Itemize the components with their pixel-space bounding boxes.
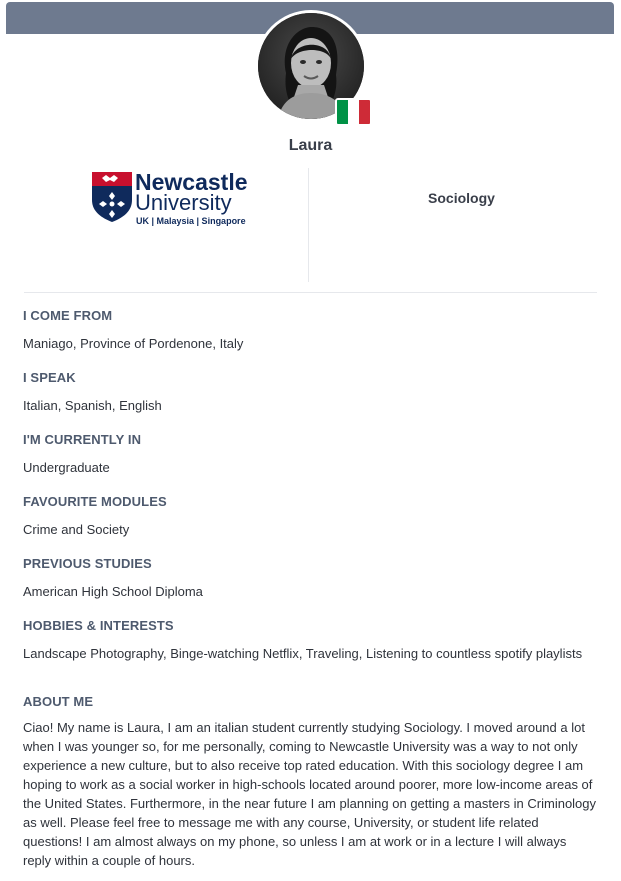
section-value: American High School Diploma bbox=[23, 584, 203, 599]
italy-flag-icon bbox=[335, 98, 372, 126]
svg-text:Newcastle: Newcastle bbox=[135, 169, 248, 195]
section-currently-in bbox=[23, 432, 598, 477]
section-label: I SPEAK bbox=[23, 370, 76, 385]
section-hobbies bbox=[23, 618, 598, 663]
section-label: ABOUT ME bbox=[23, 694, 94, 709]
section-speak bbox=[23, 370, 598, 415]
section-label: FAVOURITE MODULES bbox=[23, 494, 167, 509]
course-name: Sociology bbox=[428, 190, 495, 206]
section-come-from bbox=[23, 308, 598, 353]
section-label: HOBBIES & INTERESTS bbox=[23, 618, 174, 633]
section-value: Undergraduate bbox=[23, 460, 110, 475]
section-label: I COME FROM bbox=[23, 308, 113, 323]
section-previous-studies bbox=[23, 556, 598, 601]
university-logo bbox=[6, 166, 308, 282]
about-me-text: Ciao! My name is Laura, I am an italian student currently studying Sociology. I moved around a lot when I was younger so, for me personally, coming to Newcastle University was a way to not only experience a new culture, but to also receive top rated education. With this sociology degree I am hoping to work as a social worker in high-schools located around poorer, more low-income areas of the United States. Furthermore, in the near future I am planning on getting a masters in Criminology as well. Please feel free to message me with any course, University, or student life related questions! I am almost always on my phone, so unless I am at work or in a lecture I will always reply within a couple of hours. bbox=[23, 720, 597, 868]
svg-text:University: University bbox=[135, 190, 232, 215]
header-divider bbox=[308, 168, 309, 282]
section-divider bbox=[24, 292, 597, 293]
section-value: Italian, Spanish, English bbox=[23, 398, 162, 413]
svg-text:UK | Malaysia | Singapore: UK | Malaysia | Singapore bbox=[136, 216, 246, 226]
section-value: Crime and Society bbox=[23, 522, 130, 537]
section-favourite-modules bbox=[23, 494, 598, 539]
profile-name: Laura bbox=[288, 137, 333, 154]
section-value: Landscape Photography, Binge-watching Netflix, Traveling, Listening to countless spotify playlists bbox=[23, 646, 583, 661]
section-label: PREVIOUS STUDIES bbox=[23, 556, 152, 571]
section-label: I'M CURRENTLY IN bbox=[23, 432, 142, 447]
section-about-me bbox=[23, 694, 598, 870]
section-value: Maniago, Province of Pordenone, Italy bbox=[23, 336, 244, 351]
